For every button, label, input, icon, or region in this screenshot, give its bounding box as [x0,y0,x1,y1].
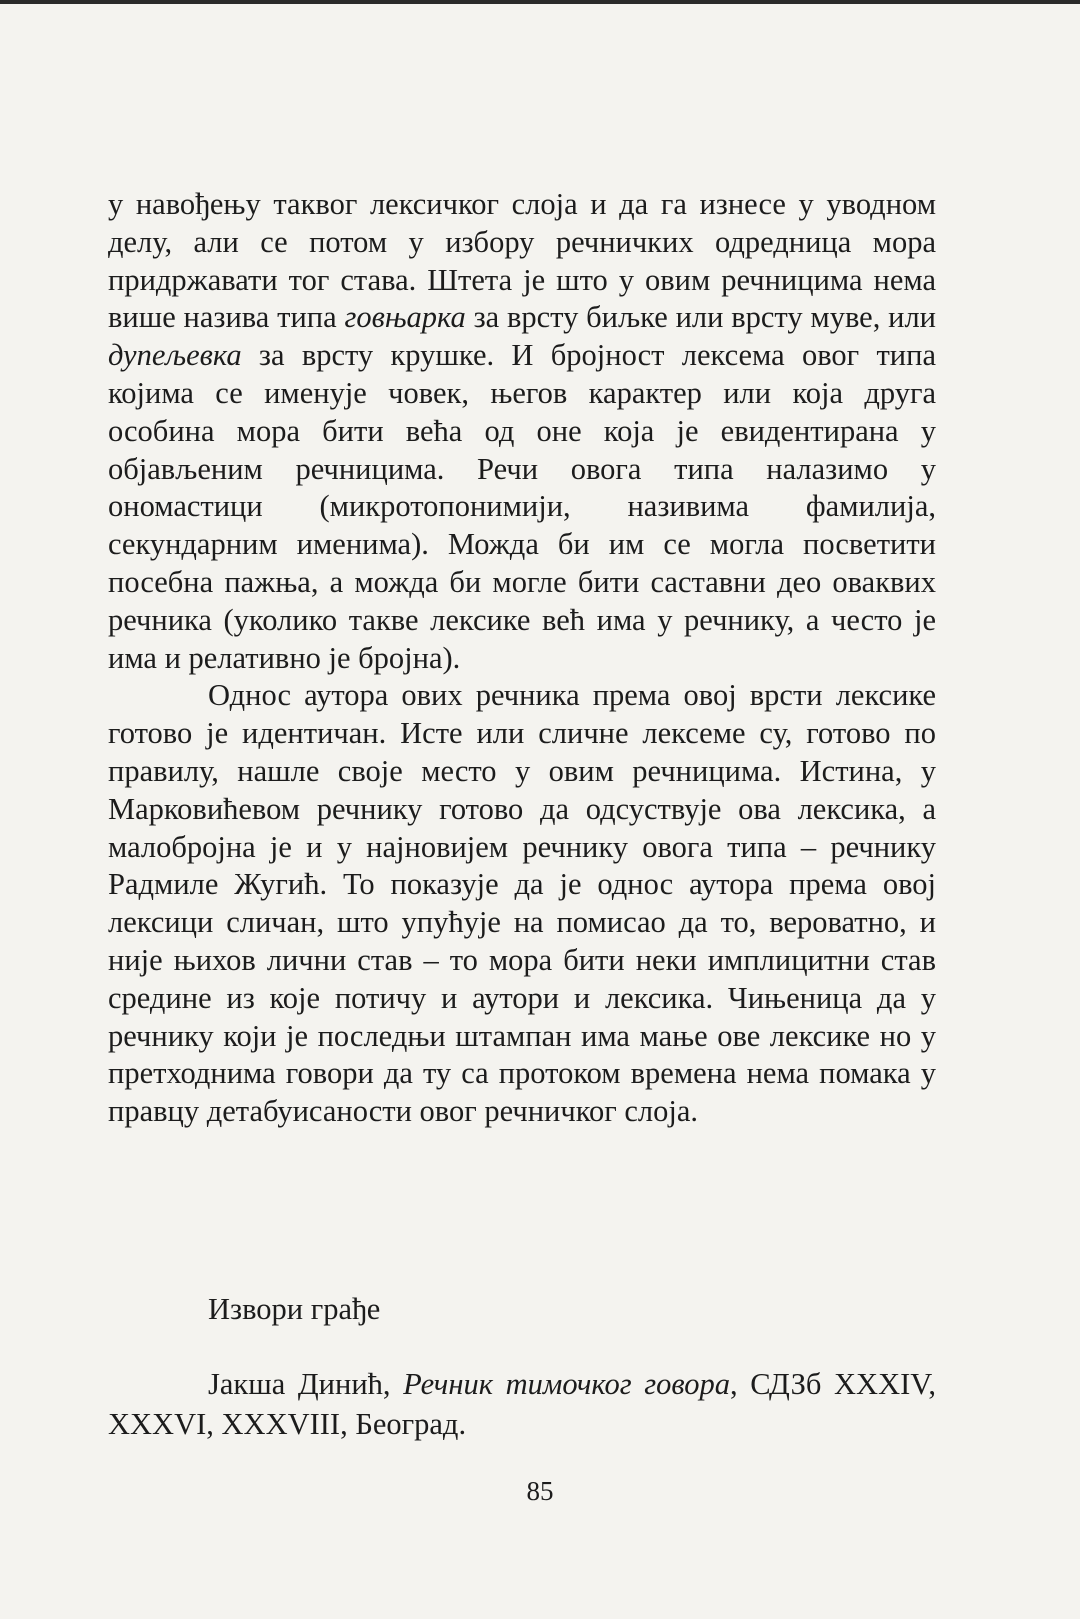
source-entry [108,1364,936,1444]
main-text [108,186,936,1131]
paragraph-2: Однос аутора ових речника према овој врсти лексике готово је идентичан. Исте или сличне лексеме су, готово по правилу, нашле своје место у овим речницима. Истина, у Марковићевом речнику готово да одсуствује ова лексика, а малобројна је и у најновијем речнику овога типа – речнику Радмиле Жугић. То показује да је однос аутора према овој лексици сличан, што упућује на помисао да то, вероватно, и није њихов лични став – то мора бити неки имплицитни став средине из које потичу и аутори и лексика. Чињеница да у речнику који је последњи штампан има мање ове лексике но у претходнима говори да ту са протоком времена нема помака у правцу детабуисаности овог речничког слоја. [108,678,936,1129]
source-details: , СДЗб XXXIV, XXXVI, XXXVIII, Београд. [108,1367,936,1441]
paragraph-1-part-2: за врсту биљке или врсту муве, или [465,300,937,335]
italic-term-1: говњарка [344,300,466,335]
book-page [0,4,1080,1619]
source-title: Речник тимочког говора [403,1367,730,1401]
page-number: 85 [526,1476,554,1506]
paragraph-1 [108,186,936,677]
sources-heading: Извори грађе [208,1292,381,1326]
paragraph-1-part-1: у навођењу таквог лексичког слоја и да га изнесе у уводном делу, али се потом у избору речничких одредница мора придржавати тог става. Штета је што у овим речницима нема више назива типа [108,187,936,335]
paragraph-1-part-3: за врсту крушке. И бројност лексема овог типа којима се именује човек, његов карактер или која друга особина мора бити већа од оне која је евидентирана у објављеним речницима. Речи овога типа налазимо у ономастици (микротопонимији, називима фамилија, секундарним именима). Можда би им се могла посветити посебна пажња, а можда би могле бити саставни део оваквих речника (уколико такве лексике већ има у речнику, а често је има и релативно је бројна). [108,338,936,675]
italic-term-2: дупељевка [108,338,242,373]
source-author: Јакша Динић, [208,1367,404,1401]
